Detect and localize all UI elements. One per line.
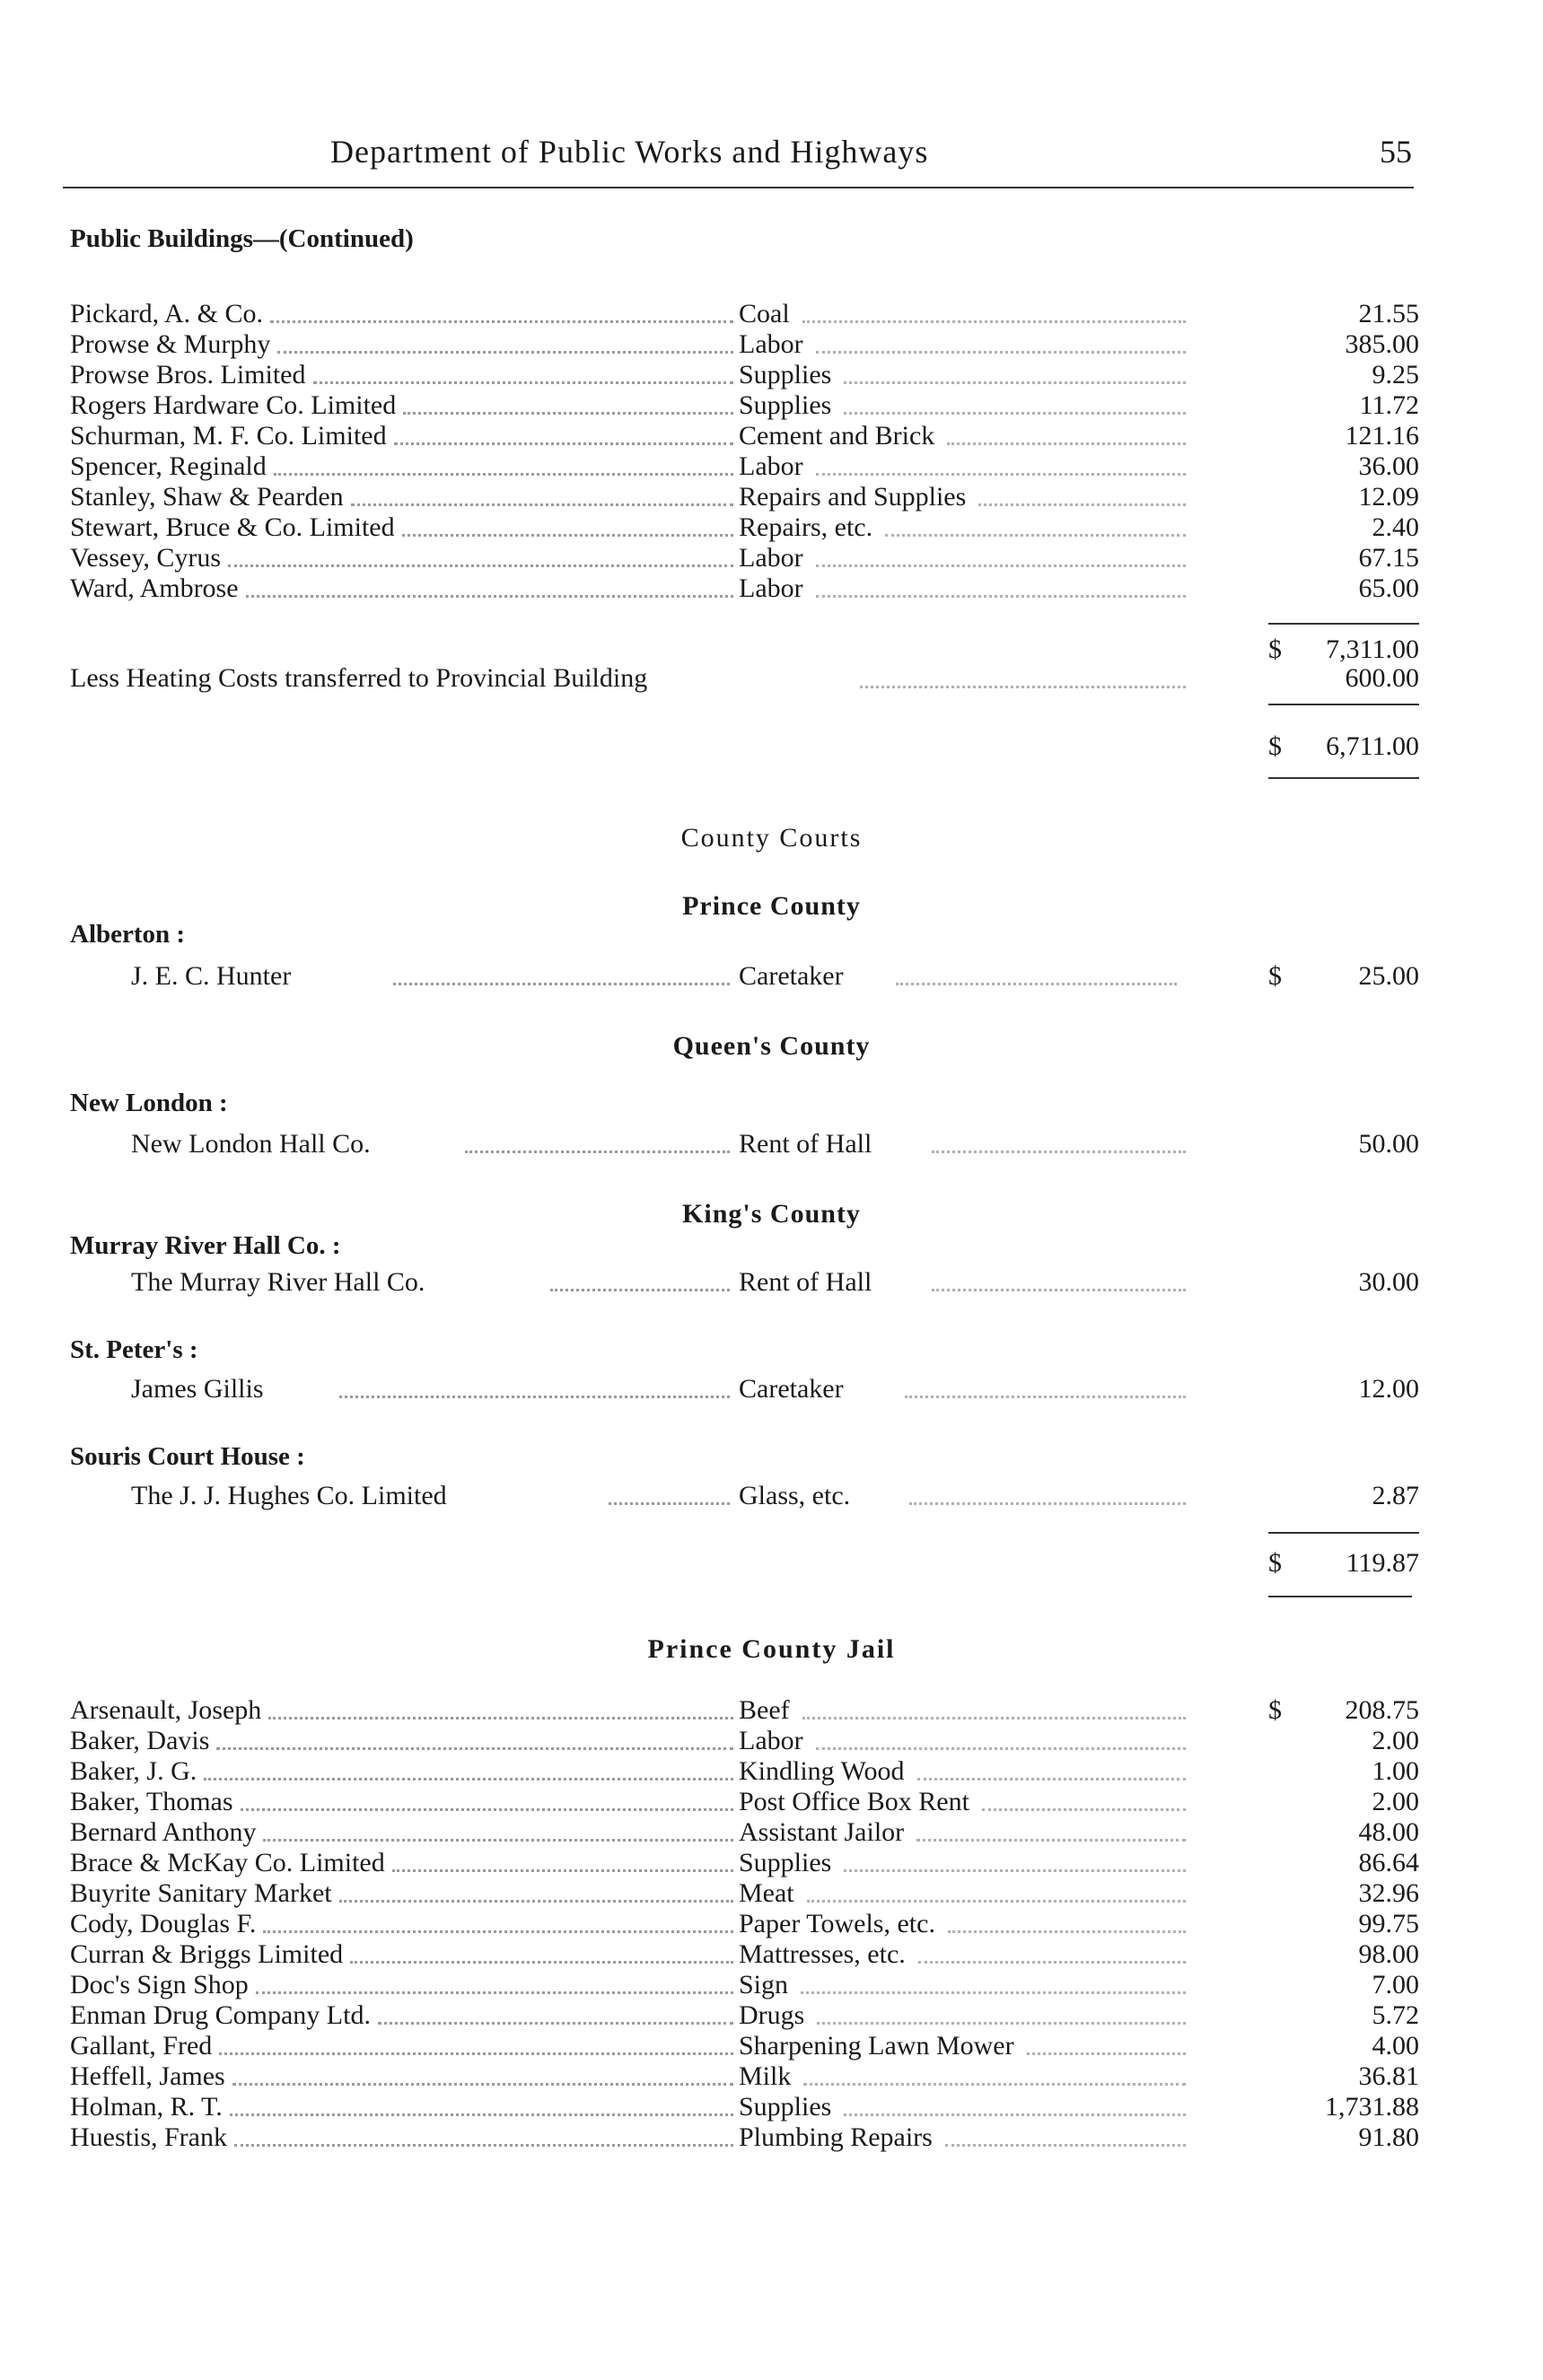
table-row bbox=[70, 543, 1419, 573]
table-row bbox=[70, 1481, 1419, 1511]
payment-amount: 208.75 bbox=[1345, 1695, 1419, 1725]
dot-leader bbox=[817, 2022, 1186, 2025]
dot-leader bbox=[609, 1502, 730, 1505]
payment-amount: 98.00 bbox=[1358, 1939, 1419, 1969]
payment-amount: 1,731.88 bbox=[1325, 2092, 1419, 2122]
dot-leader bbox=[801, 1991, 1186, 1994]
payee-name: Stewart, Bruce & Co. Limited bbox=[70, 512, 395, 542]
table-row bbox=[70, 1787, 1419, 1817]
payee-name: Prowse Bros. Limited bbox=[70, 360, 306, 389]
dot-leader bbox=[394, 442, 733, 445]
payee-name: Schurman, M. F. Co. Limited bbox=[70, 421, 387, 451]
payment-amount: 121.16 bbox=[1345, 421, 1419, 451]
heading-prince-county: Prince County bbox=[682, 891, 861, 921]
dot-leader bbox=[816, 473, 1186, 476]
payee-name: Vessey, Cyrus bbox=[70, 543, 222, 573]
payee-name: Buyrite Sanitary Market bbox=[70, 1878, 332, 1908]
dot-leader bbox=[465, 1151, 730, 1153]
less-heating-costs-text: Less Heating Costs transferred to Provincial Building bbox=[70, 663, 648, 693]
less-heating-costs-amount: 600.00 bbox=[1345, 663, 1419, 693]
dot-leader bbox=[916, 1839, 1186, 1842]
dot-leader bbox=[917, 1778, 1186, 1781]
county-courts-total bbox=[70, 1547, 1419, 1579]
dot-leader bbox=[860, 686, 1186, 688]
payment-description: Sign bbox=[739, 1970, 789, 1999]
dot-leader bbox=[378, 2022, 733, 2025]
table-row bbox=[70, 2122, 1419, 2153]
table-row bbox=[70, 1909, 1419, 1939]
less-heating-costs-row bbox=[70, 662, 1419, 695]
payment-description: Sharpening Lawn Mower bbox=[739, 2031, 1014, 2061]
payment-description: Post Office Box Rent bbox=[739, 1787, 969, 1816]
dot-leader bbox=[204, 1778, 733, 1781]
dot-leader bbox=[1027, 2052, 1186, 2055]
payment-amount: 30.00 bbox=[1358, 1267, 1419, 1297]
dot-leader bbox=[241, 1808, 733, 1811]
dot-leader bbox=[246, 595, 733, 598]
payment-amount: 86.64 bbox=[1358, 1848, 1419, 1877]
table-row bbox=[70, 1878, 1419, 1909]
dot-leader bbox=[232, 2083, 733, 2086]
section-heading-public-buildings: Public Buildings—(Continued) bbox=[70, 224, 414, 253]
dot-leader bbox=[982, 1808, 1186, 1811]
public-buildings-total bbox=[70, 731, 1419, 763]
dot-leader bbox=[896, 983, 1177, 985]
subtotal-amount: 7,311.00 bbox=[1326, 634, 1419, 664]
payment-description: Supplies bbox=[739, 360, 832, 389]
payment-amount: 2.87 bbox=[1372, 1481, 1419, 1510]
payment-amount: 5.72 bbox=[1372, 2000, 1419, 2030]
dot-leader bbox=[816, 1747, 1186, 1750]
label-souris-court-house: Souris Court House : bbox=[70, 1442, 305, 1471]
payee-name: Pickard, A. & Co. bbox=[70, 299, 263, 328]
dot-leader bbox=[816, 351, 1186, 354]
table-row bbox=[70, 2000, 1419, 2031]
payment-amount: 4.00 bbox=[1372, 2031, 1419, 2061]
dot-leader bbox=[948, 1930, 1186, 1933]
payment-description: Coal bbox=[739, 299, 790, 328]
payee-name: The Murray River Hall Co. bbox=[131, 1267, 425, 1297]
payment-amount: 2.00 bbox=[1372, 1787, 1419, 1816]
payee-name: Arsenault, Joseph bbox=[70, 1695, 262, 1725]
payment-amount: 65.00 bbox=[1358, 573, 1419, 603]
payment-description: Supplies bbox=[739, 2092, 832, 2122]
currency-sign: $ bbox=[1268, 731, 1282, 761]
table-row bbox=[70, 360, 1419, 390]
payment-amount: 25.00 bbox=[1358, 961, 1419, 991]
dot-leader bbox=[816, 595, 1186, 598]
payment-amount: 12.09 bbox=[1358, 482, 1419, 512]
payment-description: Labor bbox=[739, 451, 803, 481]
payment-description: Repairs and Supplies bbox=[739, 482, 967, 512]
payee-name: Spencer, Reginald bbox=[70, 451, 267, 481]
dot-leader bbox=[263, 1839, 733, 1842]
table-row bbox=[70, 961, 1419, 992]
payment-amount: 12.00 bbox=[1358, 1374, 1419, 1404]
dot-leader bbox=[277, 351, 733, 354]
dot-leader bbox=[932, 1151, 1186, 1153]
payee-name: Baker, J. G. bbox=[70, 1756, 197, 1786]
payment-description: Labor bbox=[739, 329, 803, 359]
running-head: Department of Public Works and Highways bbox=[330, 134, 929, 170]
payment-amount: 1.00 bbox=[1372, 1756, 1419, 1786]
table-row bbox=[70, 421, 1419, 451]
dot-leader bbox=[945, 2144, 1186, 2147]
payment-description: Repairs, etc. bbox=[739, 512, 873, 542]
dot-leader bbox=[403, 412, 733, 415]
table-row bbox=[70, 390, 1419, 421]
payment-amount: 36.81 bbox=[1358, 2061, 1419, 2091]
table-row bbox=[70, 1695, 1419, 1726]
payee-name: Ward, Ambrose bbox=[70, 573, 239, 603]
payee-name: Bernard Anthony bbox=[70, 1817, 257, 1847]
table-row bbox=[70, 512, 1419, 543]
payment-description: Labor bbox=[739, 1726, 803, 1755]
table-row bbox=[70, 1756, 1419, 1787]
dot-leader bbox=[313, 381, 733, 384]
payment-description: Kindling Wood bbox=[739, 1756, 905, 1786]
table-row bbox=[70, 2061, 1419, 2092]
dot-leader bbox=[392, 1869, 733, 1872]
total-rule bbox=[1268, 1532, 1419, 1534]
dot-leader bbox=[905, 1396, 1186, 1398]
table-row bbox=[70, 1817, 1419, 1848]
payment-description: Labor bbox=[739, 543, 803, 573]
table-row bbox=[70, 329, 1419, 360]
total-amount: 119.87 bbox=[1346, 1548, 1419, 1578]
dot-leader bbox=[844, 381, 1186, 384]
label-st-peters: St. Peter's : bbox=[70, 1335, 198, 1364]
table-row bbox=[70, 2092, 1419, 2122]
dot-leader bbox=[230, 2113, 733, 2116]
table-row bbox=[70, 1374, 1419, 1404]
payee-name: Gallant, Fred bbox=[70, 2031, 213, 2061]
payment-description: Mattresses, etc. bbox=[739, 1939, 906, 1969]
currency-sign: $ bbox=[1268, 634, 1282, 664]
dot-leader bbox=[550, 1289, 730, 1291]
payment-amount: 21.55 bbox=[1358, 299, 1419, 328]
table-row bbox=[70, 1267, 1419, 1298]
payment-description: Paper Towels, etc. bbox=[739, 1909, 935, 1938]
payment-amount: 385.00 bbox=[1345, 329, 1419, 359]
dot-leader bbox=[802, 320, 1186, 323]
table-row bbox=[70, 1970, 1419, 2000]
dot-leader bbox=[802, 1717, 1186, 1719]
dot-leader bbox=[351, 503, 733, 506]
payment-amount: 9.25 bbox=[1372, 360, 1419, 389]
payment-description: Milk bbox=[739, 2061, 792, 2091]
table-row bbox=[70, 482, 1419, 512]
payment-amount: 2.40 bbox=[1372, 512, 1419, 542]
dot-leader bbox=[803, 2083, 1186, 2086]
payment-amount: 7.00 bbox=[1372, 1970, 1419, 1999]
subtotal-rule bbox=[1268, 623, 1419, 625]
table-row bbox=[70, 1939, 1419, 1970]
payment-description: Caretaker bbox=[739, 961, 844, 991]
payment-amount: 48.00 bbox=[1358, 1817, 1419, 1847]
heading-queens-county: Queen's County bbox=[672, 1031, 871, 1061]
payee-name: New London Hall Co. bbox=[131, 1129, 371, 1159]
payment-description: Rent of Hall bbox=[739, 1267, 872, 1297]
payment-description: Rent of Hall bbox=[739, 1129, 872, 1159]
total-amount: 6,711.00 bbox=[1326, 731, 1419, 761]
dot-leader bbox=[350, 1961, 733, 1964]
label-new-london: New London : bbox=[70, 1089, 228, 1117]
payment-description: Plumbing Repairs bbox=[739, 2122, 933, 2152]
label-murray-river: Murray River Hall Co. : bbox=[70, 1231, 341, 1260]
payment-description: Meat bbox=[739, 1878, 794, 1908]
table-row bbox=[70, 2031, 1419, 2061]
dot-leader bbox=[932, 1289, 1186, 1291]
payment-description: Caretaker bbox=[739, 1374, 844, 1404]
table-row bbox=[70, 451, 1419, 482]
dot-leader bbox=[978, 503, 1186, 506]
payee-name: Rogers Hardware Co. Limited bbox=[70, 390, 397, 420]
dot-leader bbox=[816, 564, 1186, 567]
payment-amount: 67.15 bbox=[1358, 543, 1419, 573]
payment-amount: 36.00 bbox=[1358, 451, 1419, 481]
total-double-rule bbox=[1268, 777, 1419, 779]
currency-sign: $ bbox=[1268, 961, 1282, 991]
dot-leader bbox=[918, 1961, 1186, 1964]
payment-amount: 2.00 bbox=[1372, 1726, 1419, 1755]
payment-description: Drugs bbox=[739, 2000, 805, 2030]
payee-name: Baker, Davis bbox=[70, 1726, 210, 1755]
payee-name: Heffell, James bbox=[70, 2061, 225, 2091]
payee-name: Cody, Douglas F. bbox=[70, 1909, 257, 1938]
table-row bbox=[70, 1129, 1419, 1159]
payee-name: Holman, R. T. bbox=[70, 2092, 223, 2122]
dot-leader bbox=[274, 473, 733, 476]
payment-description: Assistant Jailor bbox=[739, 1817, 905, 1847]
payment-description: Cement and Brick bbox=[739, 421, 935, 451]
currency-sign: $ bbox=[1268, 1695, 1282, 1725]
heading-county-courts: County Courts bbox=[680, 823, 863, 853]
payee-name: Brace & McKay Co. Limited bbox=[70, 1848, 385, 1877]
heading-prince-county-jail: Prince County Jail bbox=[647, 1634, 896, 1664]
table-row bbox=[70, 573, 1419, 604]
dot-leader bbox=[807, 1900, 1186, 1903]
payment-description: Labor bbox=[739, 573, 803, 603]
public-buildings-subtotal bbox=[70, 634, 1419, 666]
dot-leader bbox=[339, 1900, 733, 1903]
payment-description: Supplies bbox=[739, 390, 832, 420]
currency-sign: $ bbox=[1268, 1548, 1282, 1578]
payee-name: Huestis, Frank bbox=[70, 2122, 227, 2152]
payee-name: Stanley, Shaw & Pearden bbox=[70, 482, 344, 512]
label-alberton: Alberton : bbox=[70, 920, 186, 949]
table-row bbox=[70, 299, 1419, 329]
dot-leader bbox=[270, 320, 733, 323]
heading-kings-county: King's County bbox=[682, 1199, 861, 1229]
payment-description: Beef bbox=[739, 1695, 790, 1725]
payment-description: Glass, etc. bbox=[739, 1481, 851, 1510]
dot-leader bbox=[219, 2052, 733, 2055]
payment-amount: 50.00 bbox=[1358, 1129, 1419, 1159]
payee-name: Curran & Briggs Limited bbox=[70, 1939, 344, 1969]
payee-name: James Gillis bbox=[131, 1374, 264, 1404]
page-number: 55 bbox=[1380, 134, 1412, 170]
dot-leader bbox=[216, 1747, 733, 1750]
dot-leader bbox=[909, 1502, 1186, 1505]
dot-leader bbox=[256, 1991, 733, 1994]
dot-leader bbox=[268, 1717, 733, 1719]
dot-leader bbox=[263, 1930, 733, 1933]
dot-leader bbox=[947, 442, 1186, 445]
dot-leader bbox=[885, 534, 1186, 537]
dot-leader bbox=[393, 983, 730, 985]
payment-amount: 99.75 bbox=[1358, 1909, 1419, 1938]
payment-amount: 32.96 bbox=[1358, 1878, 1419, 1908]
payee-name: Doc's Sign Shop bbox=[70, 1970, 249, 1999]
payee-name: The J. J. Hughes Co. Limited bbox=[131, 1481, 447, 1510]
dot-leader bbox=[844, 412, 1186, 415]
dot-leader bbox=[844, 2113, 1186, 2116]
payee-name: Baker, Thomas bbox=[70, 1787, 233, 1816]
payment-amount: 11.72 bbox=[1359, 390, 1419, 420]
total-double-rule bbox=[1268, 1596, 1412, 1597]
dot-leader bbox=[234, 2144, 733, 2147]
payment-description: Supplies bbox=[739, 1848, 832, 1877]
dot-leader bbox=[402, 534, 733, 537]
dot-leader bbox=[339, 1396, 730, 1398]
table-row bbox=[70, 1848, 1419, 1878]
dot-leader bbox=[844, 1869, 1186, 1872]
payee-name: Enman Drug Company Ltd. bbox=[70, 2000, 371, 2030]
payee-name: Prowse & Murphy bbox=[70, 329, 271, 359]
header-rule bbox=[63, 187, 1414, 188]
dot-leader bbox=[228, 564, 733, 567]
payee-name: J. E. C. Hunter bbox=[131, 961, 292, 991]
table-row bbox=[70, 1726, 1419, 1756]
payment-amount: 91.80 bbox=[1358, 2122, 1419, 2152]
total-rule bbox=[1268, 704, 1419, 705]
